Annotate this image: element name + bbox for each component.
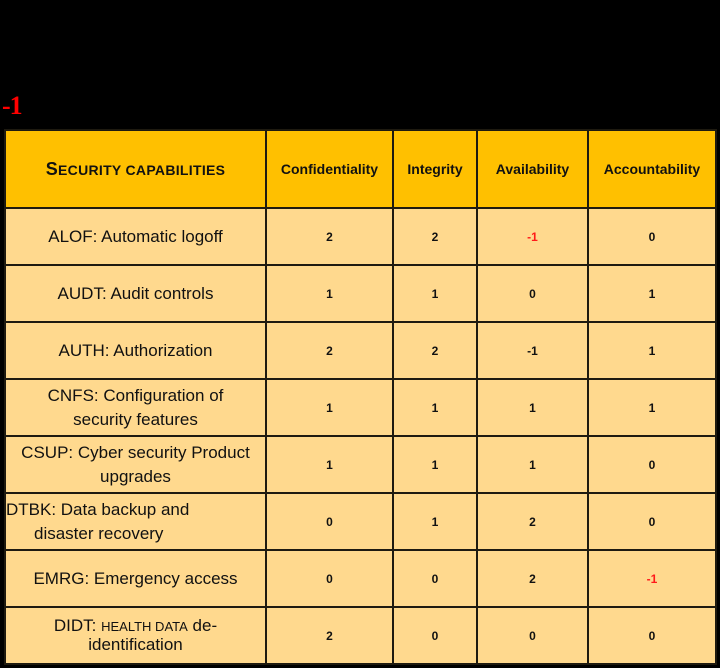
capability-label-line1: DTBK: Data backup and <box>6 499 190 519</box>
value-integrity: 1 <box>393 436 477 493</box>
value-availability: 2 <box>477 493 588 550</box>
header-first-letter: S <box>45 158 59 179</box>
value-confidentiality: 1 <box>266 379 393 436</box>
value-integrity: 0 <box>393 550 477 607</box>
capability-label-text: AUDT: Audit controls <box>57 283 214 303</box>
table-row <box>5 379 716 436</box>
table-header-row <box>5 130 716 208</box>
header-security-capabilities <box>5 130 266 208</box>
value-confidentiality: 1 <box>266 436 393 493</box>
capability-label-suffix: de- <box>187 616 218 635</box>
capability-label <box>5 379 266 436</box>
header-availability: Availability <box>477 130 588 208</box>
value-integrity: 1 <box>393 379 477 436</box>
capability-label <box>5 493 266 550</box>
table-row <box>5 436 716 493</box>
value-availability: 0 <box>477 607 588 664</box>
capability-label-text: ALOF: Automatic logoff <box>48 226 223 246</box>
value-accountability: 0 <box>588 208 716 265</box>
value-availability: -1 <box>477 322 588 379</box>
value-availability: -1 <box>477 208 588 265</box>
table-row <box>5 322 716 379</box>
capability-label <box>5 208 266 265</box>
value-availability: 1 <box>477 379 588 436</box>
header-rest: ECURITY CAPABILITIES <box>58 161 226 178</box>
table-row <box>5 208 716 265</box>
security-capabilities-table <box>4 129 717 665</box>
value-accountability: 0 <box>588 436 716 493</box>
capability-label <box>5 550 266 607</box>
negative-marker-label: -1 <box>2 91 22 120</box>
table-row <box>5 265 716 322</box>
header-integrity: Integrity <box>393 130 477 208</box>
value-accountability: 0 <box>588 607 716 664</box>
capability-label-prefix: DIDT: <box>53 616 102 635</box>
table-row <box>5 550 716 607</box>
capability-label <box>5 436 266 493</box>
capability-label <box>5 322 266 379</box>
header-accountability: Accountability <box>588 130 716 208</box>
value-accountability: 1 <box>588 322 716 379</box>
header-confidentiality: Confidentiality <box>266 130 393 208</box>
value-integrity: 1 <box>393 265 477 322</box>
capability-label-line1: CNFS: Configuration of <box>47 385 224 405</box>
value-confidentiality: 0 <box>266 550 393 607</box>
value-confidentiality: 2 <box>266 607 393 664</box>
value-integrity: 2 <box>393 208 477 265</box>
capability-label-text: AUTH: Authorization <box>58 340 213 360</box>
table-row <box>5 607 716 664</box>
table-row <box>5 493 716 550</box>
value-availability: 0 <box>477 265 588 322</box>
value-accountability: 1 <box>588 265 716 322</box>
value-accountability: 0 <box>588 493 716 550</box>
value-integrity: 0 <box>393 607 477 664</box>
capability-label <box>5 607 266 664</box>
capability-label-text: EMRG: Emergency access <box>33 568 238 588</box>
capability-label-line1: CSUP: Cyber security Product <box>21 442 250 462</box>
value-confidentiality: 2 <box>266 208 393 265</box>
capability-label-line2: disaster recovery <box>34 523 164 543</box>
value-accountability: -1 <box>588 550 716 607</box>
value-integrity: 1 <box>393 493 477 550</box>
capability-label-line2: upgrades <box>100 466 171 486</box>
value-confidentiality: 2 <box>266 322 393 379</box>
capability-label-smallcaps: HEALTH DATA <box>101 619 188 634</box>
value-confidentiality: 1 <box>266 265 393 322</box>
value-accountability: 1 <box>588 379 716 436</box>
capability-label-line2: identification <box>88 635 183 654</box>
capability-label <box>5 265 266 322</box>
capability-label-line2: security features <box>73 409 198 429</box>
value-integrity: 2 <box>393 322 477 379</box>
value-availability: 2 <box>477 550 588 607</box>
value-availability: 1 <box>477 436 588 493</box>
value-confidentiality: 0 <box>266 493 393 550</box>
